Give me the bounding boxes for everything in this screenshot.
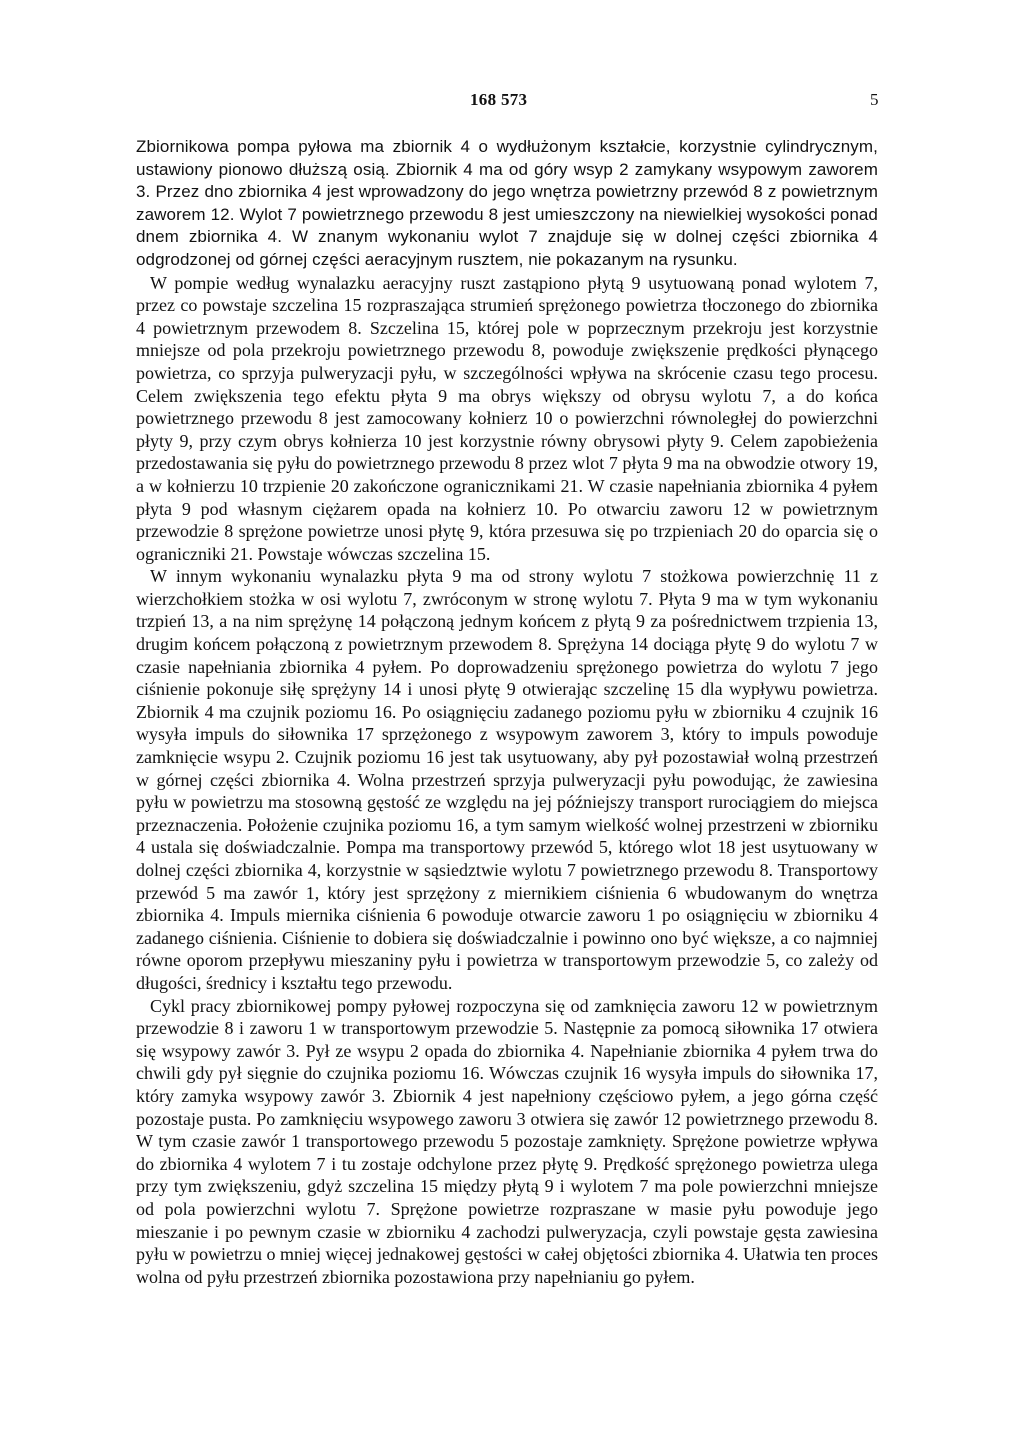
paragraph: W pompie według wynalazku aeracyjny ruszt zastąpiono płytą 9 usytuowaną ponad wylotem 7, przez co powstaje szczelina 15 rozpraszająca strumień sprężonego powietrza tłoczonego do zbiornika 4 powietrznym przewodem 8. Szczelina 15, której pole w poprzecznym przekroju jest korzystnie mniejsze od pola przekroju powietrznego przewodu 8, powoduje zwiększenie prędkości płynącego powietrza, co sprzyja pulweryzacji pyłu, w szczególności wpływa na skrócenie czasu tego procesu. Celem zwiększenia tego efektu płyta 9 ma obrys większy od obrysu wylotu 7, a do końca powietrznego przewodu 8 jest zamocowany kołnierz 10 o powierzchni równoległej do powierzchni płyty 9, przy czym obrys kołnierza 10 jest korzystnie równy obrysowi płyty 9. Celem zapobieżenia przedostawania się pyłu do powietrznego przewodu 8 przez wlot 7 płyta 9 ma na obwodzie otwory 19, a w kołnierzu 10 trzpienie 20 zakończone ogranicznikami 21. W czasie napełniania zbiornika 4 pyłem płyta 9 pod własnym ciężarem opada na kołnierz 10. Po otwarciu zaworu 12 w powietrznym przewodzie 8 sprężone powietrze unosi płytę 9, która przesuwa się po trzpieniach 20 do oparcia się o ograniczniki 21. Powstaje wówczas szczelina 15. xyxy=(136,272,878,564)
page-header xyxy=(0,90,1024,114)
document-body xyxy=(136,136,878,1288)
patent-number: 168 573 xyxy=(470,90,528,109)
paragraph: W innym wykonaniu wynalazku płyta 9 ma od strony wylotu 7 stożkowa powierzchnię 11 z wierzchołkiem stożka w osi wylotu 7, zwróconym w stronę wylotu 7. Płyta 9 ma w tym wykonaniu trzpień 13, a na nim sprężynę 14 połączoną jednym końcem z płytą 9 za pośrednictwem trzpienia 13, drugim końcem połączoną z powietrznym przewodem 8. Sprężyna 14 dociąga płytę 9 do wylotu 7 w czasie napełniania zbiornika 4 pyłem. Po doprowadzeniu sprężonego powietrza do wylotu 7 jego ciśnienie pokonuje siłę sprężyny 14 i unosi płytę 9 otwierając szczelinę 15 dla wypływu powietrza. Zbiornik 4 ma czujnik poziomu 16. Po osiągnięciu zadanego poziomu pyłu w zbiorniku 4 czujnik 16 wysyła impuls do siłownika 17 sprzężonego z wsypowym zaworem 3, który to impuls powoduje zamknięcie wsypu 2. Czujnik poziomu 16 jest tak usytuowany, aby pył pozostawiał wolną przestrzeń w górnej części zbiornika 4. Wolna przestrzeń sprzyja pulweryzacji pyłu powodując, że zawiesina pyłu w powietrzu ma stosowną gęstość ze względu na jej późniejszy transport rurociągiem do miejsca przeznaczenia. Położenie czujnika poziomu 16, a tym samym wielkość wolnej przestrzeni w zbiorniku 4 ustala się doświadczalnie. Pompa ma transportowy przewód 5, którego wlot 18 jest usytuowany w dolnej części zbiornika 4, korzystnie w sąsiedztwie wylotu 7 powietrznego przewodu 8. Transportowy przewód 5 ma zawór 1, który jest sprzężony z miernikiem ciśnienia 6 wbudowanym do wnętrza zbiornika 4. Impuls miernika ciśnienia 6 powoduje otwarcie zaworu 1 po osiągnięciu w zbiorniku 4 zadanego ciśnienia. Ciśnienie to dobiera się doświadczalnie i powinno ono być większe, a co najmniej równe oporom przepływu mieszaniny pyłu i powietrza w transportowym przewodzie 5, co zależy od długości, średnicy i kształtu tego przewodu. xyxy=(136,566,878,993)
paragraph: Cykl pracy zbiornikowej pompy pyłowej rozpoczyna się od zamknięcia zaworu 12 w powietrznym przewodzie 8 i zaworu 1 w transportowym przewodzie 5. Następnie za pomocą siłownika 17 otwiera się wsypowy zawór 3. Pył ze wsypu 2 opada do zbiornika 4. Napełnianie zbiornika 4 pyłem trwa do chwili gdy pył sięgnie do czujnika poziomu 16. Wówczas czujnik 16 wysyła impuls do siłownika 17, który zamyka wsypowy zawór 3. Zbiornik 4 jest napełniony częściowo pyłem, a jego górna część pozostaje pusta. Po zamknięciu wsypowego zaworu 3 otwiera się zawór 12 powietrznego przewodu 8. W tym czasie zawór 1 transportowego przewodu 5 pozostaje zamknięty. Sprężone powietrze wpływa do zbiornika 4 wylotem 7 i tu zostaje odchylone przez płytę 9. Prędkość sprężonego powietrza ulega przy tym zwiększeniu, gdyż szczelina 15 między płytą 9 i wylotem 7 ma pole powierzchni mniejsze od pola powierzchni wylotu 7. Sprężone powietrze rozpraszane w masie pyłu powoduje jego mieszanie i po pewnym czasie w zbiorniku 4 zachodzi pulweryzacja, czyli powstaje gęsta zawiesina pyłu w powietrzu o mniej więcej jednakowej gęstości w całej objętości zbiornika 4. Ułatwia ten proces wolna od pyłu przestrzeń zbiornika pozostawiona przy napełnianiu go pyłem. xyxy=(136,995,878,1287)
page-number: 5 xyxy=(870,90,879,109)
paragraph: Zbiornikowa pompa pyłowa ma zbiornik 4 o wydłużonym kształcie, korzystnie cylindrycznym, ustawiony pionowo dłuższą osią. Zbiornik 4 ma od góry wsyp 2 zamykany wsypowym zaworem 3. Przez dno zbiornika 4 jest wprowadzony do jego wnętrza powietrzny przewód 8 z powietrznym zaworem 12. Wylot 7 powietrznego przewodu 8 jest umieszczony na niewielkiej wysokości ponad dnem zbiornika 4. W znanym wykonaniu wylot 7 znajduje się w dolnej części zbiornika 4 odgrodzonej od górnej części aeracyjnym rusztem, nie pokazanym na rysunku. xyxy=(136,137,878,269)
